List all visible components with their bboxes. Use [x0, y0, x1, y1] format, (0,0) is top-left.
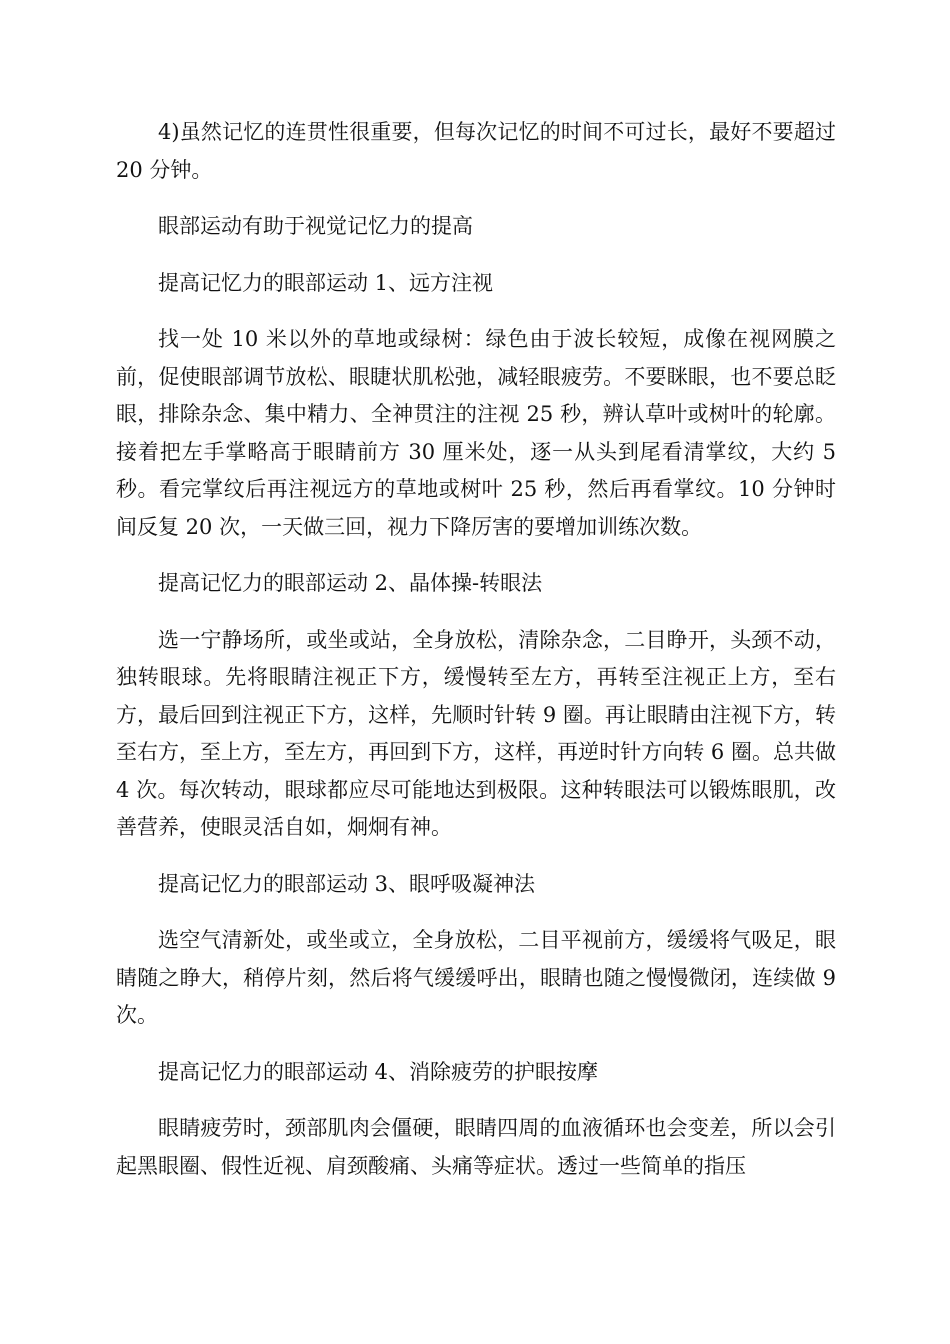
exercise-body-4: 眼睛疲劳时，颈部肌肉会僵硬，眼睛四周的血液循环也会变差，所以会引起黑眼圈、假性近视、肩颈酸痛、头痛等症状。透过一些简单的指压 [116, 1116, 836, 1178]
exercise-body-1: 找一处 10 米以外的草地或绿树：绿色由于波长较短，成像在视网膜之前，促使眼部调节放松、眼睫状肌松弛，减轻眼疲劳。不要眯眼，也不要总眨眼，排除杂念、集中精力、全神贯注的注视 25 秒，辨认草叶或树叶的轮廓。接着把左手掌略高于眼睛前方 30 厘米处，逐一从头到尾看清掌纹，大约 5 秒。看完掌纹后再注视远方的草地或树叶 25 秒，然后再看掌纹。10 分钟时间反复 20 次，一天做三回，视力下降厉害的要增加训练次数。 [116, 327, 836, 539]
exercise-heading-1: 提高记忆力的眼部运动 1、远方注视 [158, 270, 494, 295]
exercise-heading-4: 提高记忆力的眼部运动 4、消除疲劳的护眼按摩 [158, 1059, 599, 1084]
exercise-body-2: 选一宁静场所，或坐或站，全身放松，清除杂念，二目睁开，头颈不动，独转眼球。先将眼睛注视正下方，缓慢转至左方，再转至注视正上方，至右方，最后回到注视正下方，这样，先顺时针转 9 圈。再让眼睛由注视下方，转至右方，至上方，至左方，再回到下方，这样，再逆时针方向转 6 圈。总共做 4 次。每次转动，眼球都应尽可能地达到极限。这种转眼法可以锻炼眼肌，改善营养，使眼灵活自如，炯炯有神。 [116, 627, 836, 839]
document-body [116, 114, 836, 1204]
section-heading-eye-exercise: 眼部运动有助于视觉记忆力的提高 [158, 214, 473, 238]
exercise-heading-3: 提高记忆力的眼部运动 3、眼呼吸凝神法 [158, 871, 536, 896]
paragraph-memory-tip-4: 4)虽然记忆的连贯性很重要，但每次记忆的时间不可过长，最好不要超过 20 分钟。 [116, 120, 836, 182]
exercise-body-3: 选空气清新处，或坐或立，全身放松，二目平视前方，缓缓将气吸足，眼睛随之睁大，稍停片刻，然后将气缓缓呼出，眼睛也随之慢慢微闭，连续做 9 次。 [116, 928, 836, 1027]
exercise-heading-2: 提高记忆力的眼部运动 2、晶体操-转眼法 [158, 571, 543, 595]
